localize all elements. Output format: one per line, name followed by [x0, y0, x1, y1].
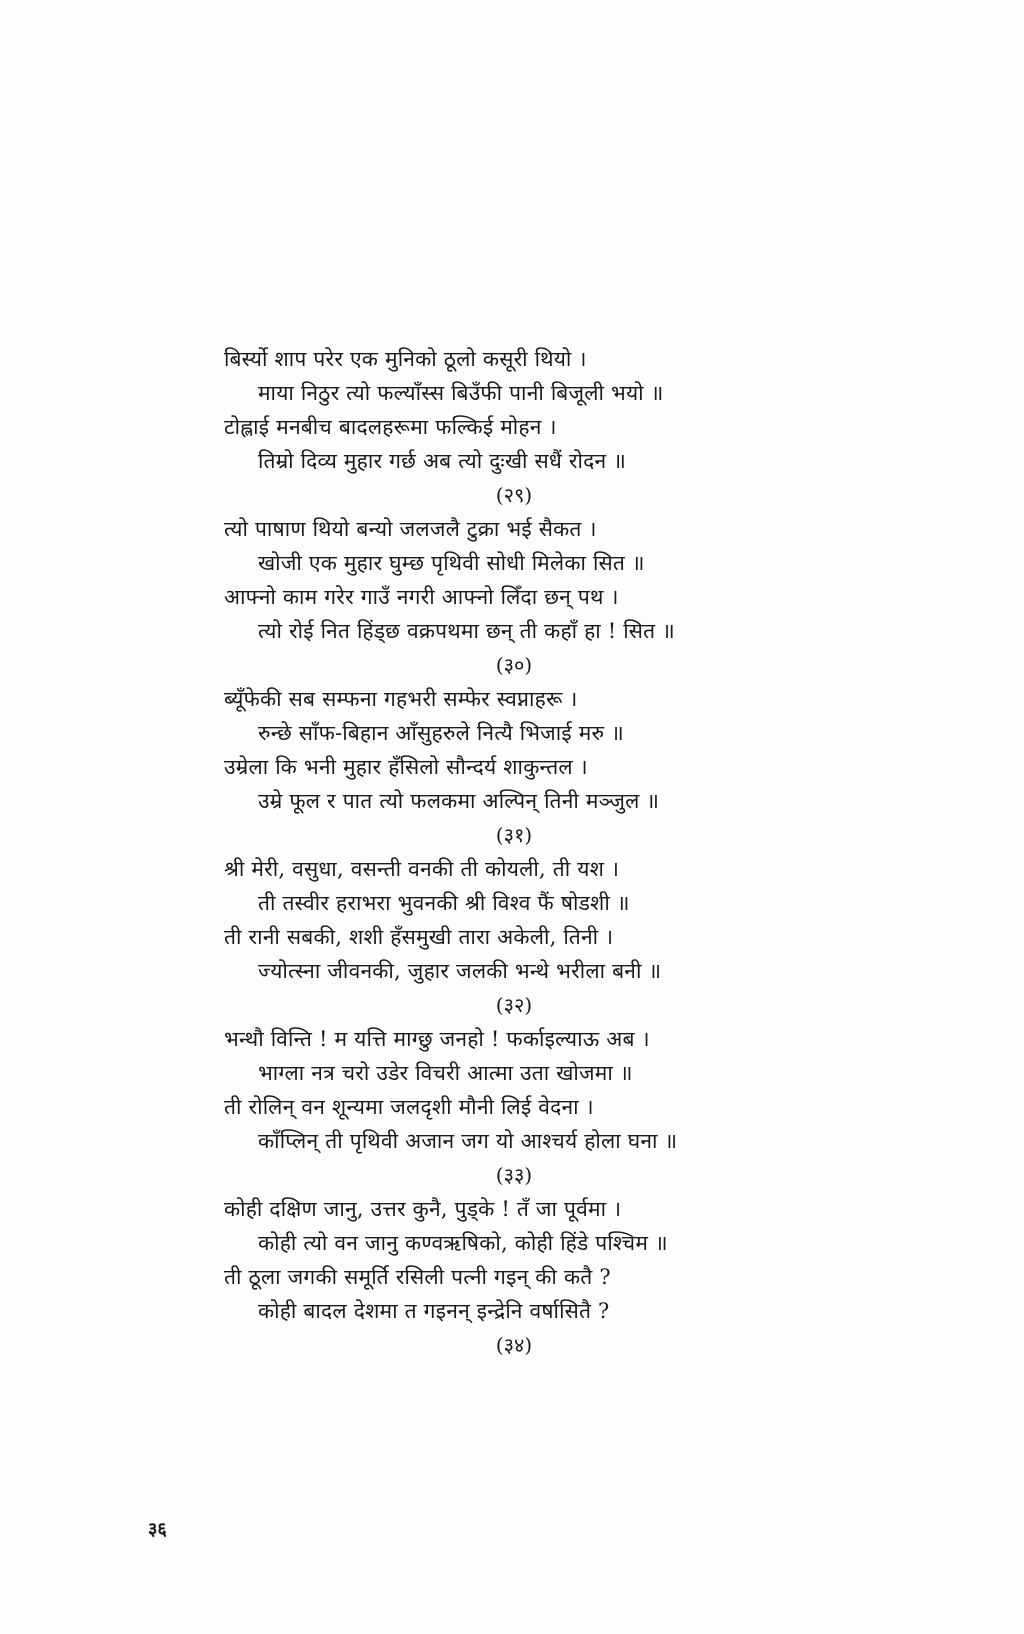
verse-number: (३०)	[495, 653, 533, 677]
poem-line-indented: भाग्ला नत्र चरो उडेर विचरी आत्मा उता खोजमा ॥	[258, 1061, 633, 1085]
poem-line-indented: माया निठुर त्यो फल्याँस्स बिउँफी पानी बिजूली भयो ॥	[258, 381, 664, 405]
poem-line-indented: त्यो रोई नित हिंड्छ वक्रपथमा छन् ती कहाँ हा ! सित ॥	[258, 619, 675, 643]
poem-line-indented: कोही बादल देशमा त गइनन् इन्द्रेनि वर्षासितै ?	[258, 1299, 610, 1323]
verse-number: (३४)	[495, 1333, 533, 1357]
poem-line-lead: ती रानी सबकी, शशी हँसमुखी तारा अकेली, तिनी ।	[224, 925, 614, 949]
verse-number: (२९)	[495, 483, 533, 507]
poem-line-lead: त्यो पाषाण थियो बन्यो जलजलै टुक्रा भई सैकत ।	[224, 517, 597, 541]
poem-line-lead: ती ठूला जगकी समूर्ति रसिली पत्नी गइन् की कतै ?	[224, 1265, 611, 1289]
poem-line-indented: ती तस्वीर हराभरा भुवनकी श्री विश्व फैं षोडशी ॥	[258, 891, 630, 915]
verse-number: (३१)	[495, 823, 533, 847]
verse-number: (३२)	[495, 993, 533, 1017]
poem-line-indented: ज्योत्स्ना जीवनकी, जुहार जलकी भन्थे भरीला बनी ॥	[258, 959, 662, 983]
poem-line-indented: खोजी एक मुहार घुम्छ पृथिवी सोधी मिलेका सित ॥	[258, 551, 645, 575]
verse-number: (३३)	[495, 1163, 533, 1187]
poem-line-lead: श्री मेरी, वसुधा, वसन्ती वनकी ती कोयली, ती यश ।	[224, 857, 620, 881]
poem-line-lead: भन्थौ विन्ति ! म यत्ति माग्छु जनहो ! फर्काइल्याऊ अब ।	[224, 1027, 650, 1051]
page-number: ३६	[148, 1519, 167, 1540]
poem-line-indented: रुन्छे साँफ-बिहान आँसुहरुले नित्यै भिजाई मरु ॥	[258, 721, 624, 745]
poem-line-lead: टोह्लाई मनबीच बादलहरूमा फल्किई मोहन ।	[224, 415, 557, 439]
poem-line-lead: कोही दक्षिण जानु, उत्तर कुनै, पुड्के ! तँ जा पूर्वमा ।	[224, 1197, 622, 1221]
poem-line-lead: आफ्नो काम गरेर गाउँ नगरी आफ्नो लिँदा छन् पथ ।	[224, 585, 619, 609]
poem-line-lead: उम्रेला कि भनी मुहार हँसिलो सौन्दर्य शाकुन्तल ।	[224, 755, 588, 779]
poem-line-lead: ब्यूँफेकी सब सम्फना गहभरी सम्फेर स्वप्नाहरू ।	[224, 687, 578, 711]
poem-line-indented: उम्रे फूल र पात त्यो फलकमा अल्पिन् तिनी मञ्जुल ॥	[258, 789, 660, 813]
poem-line-indented: कोही त्यो वन जानु कण्वऋषिको, कोही हिंडे पश्चिम ॥	[258, 1231, 668, 1255]
poem-line-lead: ती रोलिन् वन शून्यमा जलदृशी मौनी लिई वेदना ।	[224, 1095, 594, 1119]
poem-line-lead: बिर्स्यो शाप परेर एक मुनिको ठूलो कसूरी थियो ।	[224, 347, 587, 371]
poem-line-indented: काँप्लिन् ती पृथिवी अजान जग यो आश्चर्य होला घना ॥	[258, 1129, 678, 1153]
poem-line-indented: तिम्रो दिव्य मुहार गर्छ अब त्यो दुःखी सधैं रोदन ॥	[258, 449, 626, 473]
poem-body	[224, 342, 824, 1362]
